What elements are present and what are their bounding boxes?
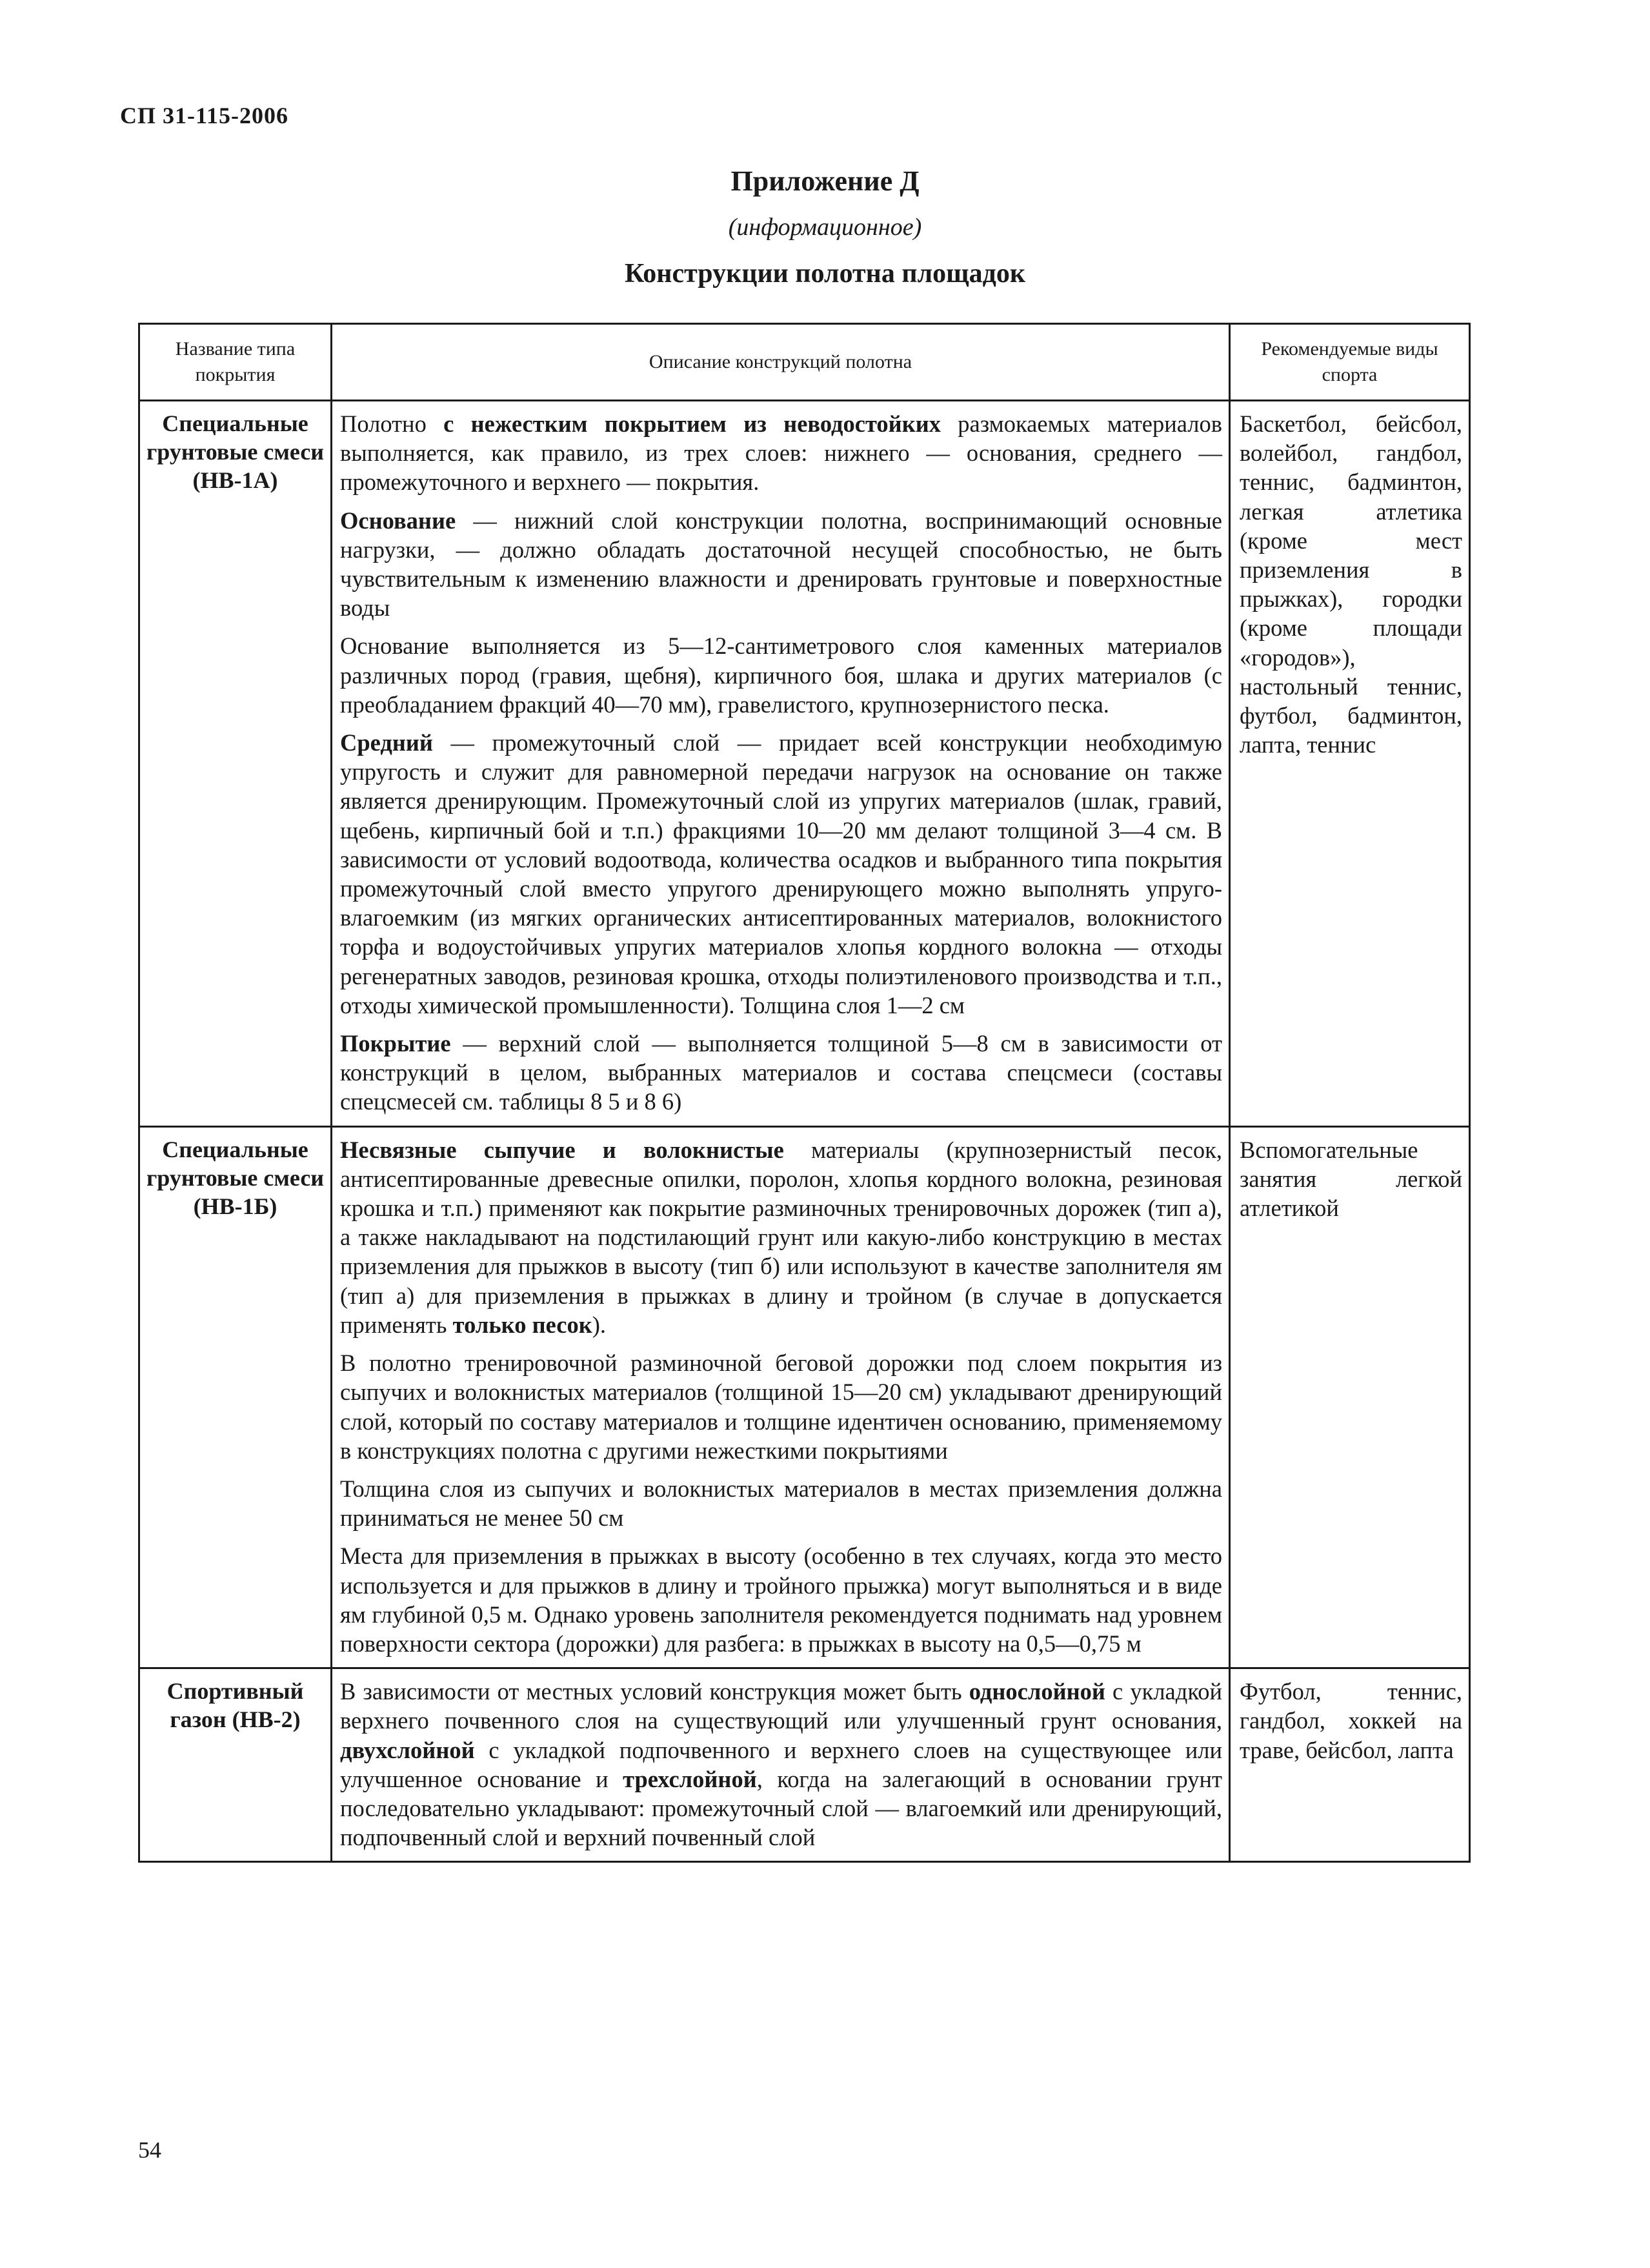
page-number: 54 (138, 2137, 161, 2163)
construction-description (332, 1126, 1230, 1668)
description-paragraph: Основание — нижний слой конструкции полотна, воспринимающий основные нагрузки, — должно обладать достаточной несущей способностью, не быть чувствительным к изменению влажности и дренировать грунтовые и поверхностные воды (340, 507, 1222, 622)
description-paragraph: В зависимости от местных условий конструкция может быть однослойной с укладкой верхнего почвенного слоя на существующий или улучшенный грунт основания, двухслойной с укладкой подпочвенного и верхнего слоев на существующее или улучшенное основание и трехслойной, когда на залегающий в основании грунт последовательно укладывают: промежуточный слой — влагоемкий или дренирующий, подпочвенный слой и верхний почвенный слой (340, 1678, 1222, 1851)
header-sports: Рекомендуемые виды спорта (1230, 324, 1470, 401)
section-title: Конструкции полотна площадок (624, 259, 1026, 289)
description-paragraph: Основание выполняется из 5—12-сантиметрового слоя каменных материалов различных пород (гравия, щебня), кирпичного боя, шлака и других материалов (с преобладанием фракций 40—70 мм), гравелистого, крупнозернистого песка. (340, 633, 1222, 718)
table-row (139, 1126, 1470, 1668)
document-code: СП 31-115-2006 (120, 103, 288, 128)
recommended-sports: Футбол, теннис, гандбол, хоккей на траве, бейсбол, лапта (1230, 1668, 1470, 1862)
description-paragraph: Несвязные сыпучие и волокнистые материалы (крупнозернистый песок, антисептированные древесные опилки, поролон, хлопья кордного волокна, резиновая крошка и т.п.) применяют как покрытие разминочных тренировочных дорожек (тип а), а также накладывают на подстилающий грунт или какую-либо конструкцию в местах приземления для прыжков в высоту (тип б) или используют в качестве заполнителя ям (тип а) для приземления в прыжках в длину и тройном (в случае в допускается применять только песок). (340, 1136, 1222, 1338)
header-description: Описание конструкций полотна (332, 324, 1230, 401)
description-paragraph: Толщина слоя из сыпучих и волокнистых материалов в местах приземления должна приниматься не менее 50 см (340, 1475, 1222, 1532)
description-paragraph: Места для приземления в прыжках в высоту (особенно в тех случаях, когда это место используется и для прыжков в длину и тройного прыжка) могут выполняться и в виде ям глубиной 0,5 м. Однако уровень заполнителя рекомендуется поднимать над уровнем поверхности сектора (дорожки) для разбега: в прыжках в высоту на 0,5—0,75 м (340, 1543, 1222, 1657)
appendix-title: Приложение Д (730, 165, 920, 197)
construction-table (138, 323, 1471, 1863)
coverage-type: Специальные грунтовые смеси (НВ-1А) (139, 401, 332, 1127)
coverage-type: Спортивный газон (НВ-2) (139, 1668, 332, 1862)
construction-description (332, 401, 1230, 1127)
description-paragraph: Средний — промежуточный слой — придает всей конструкции необходимую упругость и служит для равномерной передачи нагрузок на основание он также является дренирующим. Промежуточный слой из упругих материалов (шлак, гравий, щебень, кирпичный бой и т.п.) фракциями 10—20 мм делают толщиной 3—4 см. В зависимости от условий водоотвода, количества осадков и выбранного типа покрытия промежуточный слой вместо упругого дренирующего можно выполнять упруго-влагоемким (из мягких органических антисептированных материалов, волокнистого торфа и водоустойчивых упругих материалов хлопья кордного волокна — отходы регенератных заводов, резиновая крошка, отходы полиэтиленового производства и т.п., отходы химической промышленности). Толщина слоя 1—2 см (340, 729, 1222, 1018)
description-paragraph: Покрытие — верхний слой — выполняется толщиной 5—8 см в зависимости от конструкций в целом, выбранных материалов и состава спецсмеси (составы спецсмесей см. таблицы 8 5 и 8 6) (340, 1030, 1222, 1115)
table-row (139, 1668, 1470, 1862)
table-header-row (139, 324, 1470, 401)
appendix-subtitle: (информационное) (728, 214, 922, 241)
description-paragraph: В полотно тренировочной разминочной беговой дорожки под слоем покрытия из сыпучих и волокнистых материалов (толщиной 15—20 см) укладывают дренирующий слой, который по составу материалов и толщине идентичен основанию, применяемому в конструкциях полотна с другими нежесткими покрытиями (340, 1350, 1222, 1464)
construction-description (332, 1668, 1230, 1862)
recommended-sports: Вспомогательные занятия легкой атлетикой (1230, 1126, 1470, 1668)
coverage-type: Специальные грунтовые смеси (НВ-1Б) (139, 1126, 332, 1668)
table-row (139, 401, 1470, 1127)
header-type: Название типа покрытия (139, 324, 332, 401)
description-paragraph: Полотно с нежестким покрытием из неводостойких размокаемых материалов выполняется, как правило, из трех слоев: нижнего — основания, среднего — промежуточного и верхнего — покрытия. (340, 410, 1222, 496)
recommended-sports: Баскетбол, бейсбол, волейбол, гандбол, теннис, бадминтон, легкая атлетика (кроме мест приземления в прыжках), городки (кроме площади «городов»), настольный теннис, футбол, бадминтон, лапта, теннис (1230, 401, 1470, 1127)
